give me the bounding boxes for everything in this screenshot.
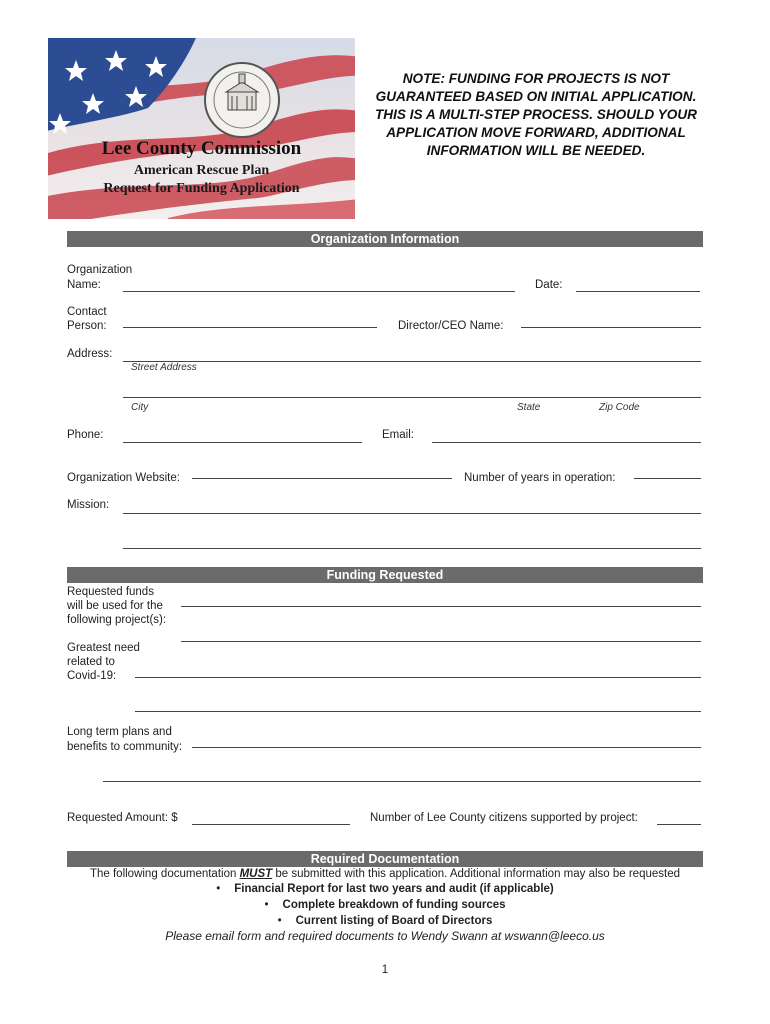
email-instructions: Please email form and required documents to Wendy Swann at wswann@leeco.us <box>165 929 605 943</box>
funding-note: NOTE: FUNDING FOR PROJECTS IS NOT GUARANTEED BASED ON INITIAL APPLICATION. THIS IS A MULTI-STEP PROCESS. SHOULD YOUR APPLICATION MOVE FORWARD, ADDITIONAL INFORMATION WILL BE NEEDED. <box>375 71 697 158</box>
doc-requirement-item <box>67 899 703 911</box>
director-label: Director/CEO Name: <box>398 320 504 332</box>
need-label-2: related to <box>67 656 115 668</box>
banner-subtitle-2: Request for Funding Application <box>103 181 300 196</box>
docs-intro-start: The following documentation <box>89 868 240 880</box>
street-address-field[interactable] <box>123 361 701 362</box>
need-label-1: Greatest need <box>67 642 140 654</box>
director-name-field[interactable] <box>521 327 701 328</box>
doc-requirement-item <box>67 883 703 895</box>
org-name-label-2: Name: <box>67 279 101 291</box>
section-header-funding: Funding Requested <box>67 567 703 583</box>
org-name-label-1: Organization <box>67 264 133 276</box>
docs-intro-must: MUST <box>239 868 273 880</box>
projects-label-3: following project(s): <box>67 614 167 626</box>
city-state-zip-field[interactable] <box>123 397 701 398</box>
zip-hint: Zip Code <box>599 402 640 413</box>
date-label: Date: <box>535 279 563 291</box>
bullet-icon: • <box>277 915 282 927</box>
projects-field-line-2[interactable] <box>181 641 701 642</box>
city-hint: City <box>131 402 149 413</box>
doc-requirement-text: Current listing of Board of Directors <box>295 915 493 927</box>
doc-requirement-item <box>67 915 703 927</box>
need-field-line-1[interactable] <box>135 677 701 678</box>
citizens-label: Number of Lee County citizens supported by project: <box>370 812 638 824</box>
docs-intro-end: be submitted with this application. Additional information may also be requested <box>272 868 681 880</box>
docs-intro <box>67 868 703 880</box>
banner-subtitle-1: American Rescue Plan <box>133 163 270 178</box>
contact-label-2: Person: <box>67 320 107 332</box>
years-field[interactable] <box>634 478 701 479</box>
state-hint: State <box>517 402 541 413</box>
bullet-icon: • <box>216 883 221 895</box>
mission-label: Mission: <box>67 499 110 511</box>
amount-field[interactable] <box>192 824 350 825</box>
years-label: Number of years in operation: <box>464 472 616 484</box>
org-name-field[interactable] <box>123 291 515 292</box>
plans-label-2: benefits to community: <box>67 741 183 753</box>
doc-requirement-text: Complete breakdown of funding sources <box>282 899 506 911</box>
email-field[interactable] <box>432 442 701 443</box>
plans-field-line-2[interactable] <box>103 781 701 782</box>
contact-label-1: Contact <box>67 306 107 318</box>
website-label: Organization Website: <box>67 472 180 484</box>
county-seal-icon <box>205 63 279 137</box>
bullet-icon: • <box>264 899 269 911</box>
need-label-3: Covid-19: <box>67 670 117 682</box>
banner-title: Lee County Commission <box>101 138 302 159</box>
header-banner <box>48 38 355 219</box>
phone-field[interactable] <box>123 442 362 443</box>
address-label: Address: <box>67 348 113 360</box>
need-field-line-2[interactable] <box>135 711 701 712</box>
website-field[interactable] <box>192 478 452 479</box>
plans-label-1: Long term plans and <box>67 726 172 738</box>
page-number: 1 <box>381 964 389 976</box>
mission-field-line-2[interactable] <box>123 548 701 549</box>
street-address-hint: Street Address <box>131 362 197 373</box>
citizens-field[interactable] <box>657 824 701 825</box>
projects-label-1: Requested funds <box>67 586 154 598</box>
doc-requirement-text: Financial Report for last two years and audit (if applicable) <box>234 883 554 895</box>
projects-field-line-1[interactable] <box>181 606 701 607</box>
mission-field-line-1[interactable] <box>123 513 701 514</box>
date-field[interactable] <box>576 291 700 292</box>
section-header-docs: Required Documentation <box>67 851 703 867</box>
plans-field-line-1[interactable] <box>192 747 701 748</box>
phone-label: Phone: <box>67 429 104 441</box>
section-header-organization: Organization Information <box>67 231 703 247</box>
amount-label: Requested Amount: $ <box>67 812 178 824</box>
email-label: Email: <box>382 429 414 441</box>
contact-person-field[interactable] <box>123 327 377 328</box>
projects-label-2: will be used for the <box>67 600 163 612</box>
